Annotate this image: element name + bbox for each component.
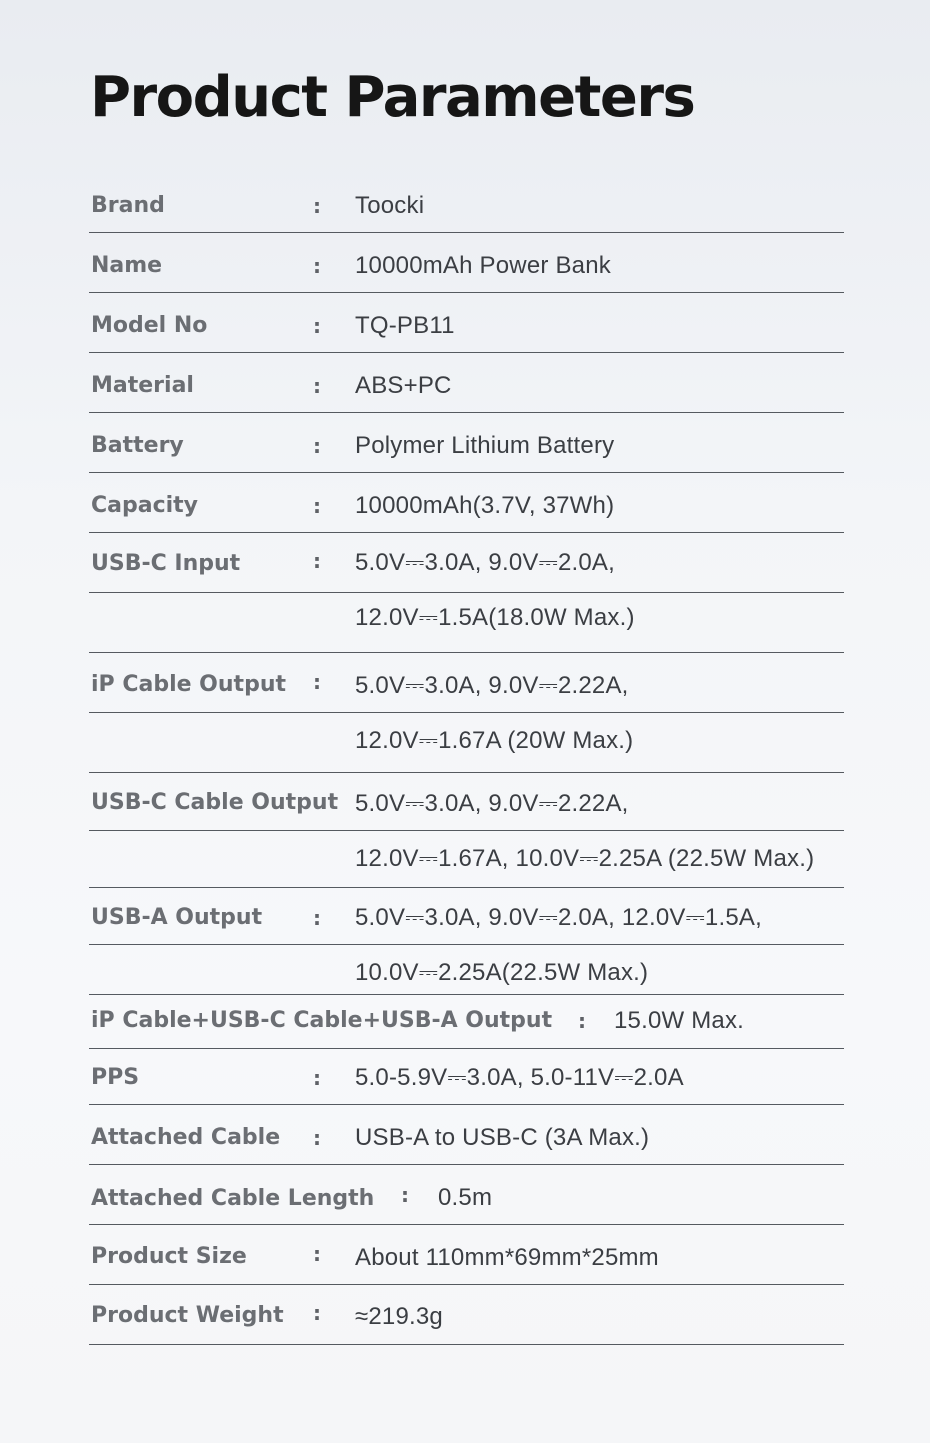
spec-label-usbc-input: USB-C Input <box>91 551 241 576</box>
spec-value-product-size: About 110mm*69mm*25mm <box>355 1244 659 1271</box>
spec-value-product-weight: ≈219.3g <box>355 1303 443 1330</box>
spec-label-attached-cable: Attached Cable <box>91 1125 281 1150</box>
spec-colon: : <box>313 1126 321 1150</box>
row-divider <box>89 652 844 653</box>
spec-value-ip-cable-output-line2: 12.0V⎓1.67A (20W Max.) <box>355 727 634 754</box>
spec-label-model-no: Model No <box>91 313 208 338</box>
row-divider <box>89 1104 844 1105</box>
spec-value-battery: Polymer Lithium Battery <box>355 432 615 459</box>
spec-value-ip-cable-output-line1: 5.0V⎓3.0A, 9.0V⎓2.22A, <box>355 672 629 699</box>
spec-value-brand: Toocki <box>355 192 425 219</box>
spec-value-usba-output-line2: 10.0V⎓2.25A(22.5W Max.) <box>355 959 649 986</box>
row-divider <box>89 1048 844 1049</box>
row-divider <box>89 944 844 945</box>
row-divider <box>89 232 844 233</box>
spec-label-combined-output: iP Cable+USB-C Cable+USB-A Output <box>91 1008 553 1033</box>
row-divider <box>89 592 844 593</box>
spec-value-model-no: TQ-PB11 <box>355 312 455 339</box>
spec-value-attached-cable: USB-A to USB-C (3A Max.) <box>355 1124 650 1151</box>
spec-colon: : <box>313 494 321 518</box>
row-divider <box>89 830 844 831</box>
row-divider <box>89 994 844 995</box>
spec-label-capacity: Capacity <box>91 493 199 518</box>
spec-label-usbc-cable-output: USB-C Cable Output <box>91 790 339 815</box>
spec-colon: : <box>313 434 321 458</box>
spec-label-brand: Brand <box>91 193 165 218</box>
spec-value-usbc-cable-output-line1: 5.0V⎓3.0A, 9.0V⎓2.22A, <box>355 790 629 817</box>
spec-value-capacity: 10000mAh(3.7V, 37Wh) <box>355 492 615 519</box>
spec-label-material: Material <box>91 373 194 398</box>
spec-value-usbc-input-line1: 5.0V⎓3.0A, 9.0V⎓2.0A, <box>355 549 615 576</box>
row-divider <box>89 1164 844 1165</box>
spec-value-usba-output-line1: 5.0V⎓3.0A, 9.0V⎓2.0A, 12.0V⎓1.5A, <box>355 904 762 931</box>
spec-colon: : <box>401 1183 409 1207</box>
row-divider <box>89 1344 844 1345</box>
spec-value-usbc-input-line2: 12.0V⎓1.5A(18.0W Max.) <box>355 604 635 631</box>
row-divider <box>89 712 844 713</box>
spec-colon: : <box>313 906 321 930</box>
spec-label-pps: PPS <box>91 1065 140 1090</box>
spec-value-material: ABS+PC <box>355 372 452 399</box>
spec-value-combined-output: 15.0W Max. <box>614 1007 745 1034</box>
row-divider <box>89 532 844 533</box>
spec-colon: : <box>313 374 321 398</box>
spec-label-usba-output: USB-A Output <box>91 905 263 930</box>
spec-label-product-size: Product Size <box>91 1244 247 1269</box>
spec-colon: : <box>313 1242 321 1266</box>
spec-colon: : <box>313 670 321 694</box>
spec-colon: : <box>313 1066 321 1090</box>
row-divider <box>89 412 844 413</box>
spec-colon: : <box>313 314 321 338</box>
spec-colon: : <box>313 549 321 573</box>
row-divider <box>89 887 844 888</box>
spec-label-ip-cable-output: iP Cable Output <box>91 672 286 697</box>
spec-label-product-weight: Product Weight <box>91 1303 284 1328</box>
spec-colon: : <box>578 1009 586 1033</box>
row-divider <box>89 292 844 293</box>
spec-colon: : <box>313 1301 321 1325</box>
spec-colon: : <box>313 194 321 218</box>
spec-value-usbc-cable-output-line2: 12.0V⎓1.67A, 10.0V⎓2.25A (22.5W Max.) <box>355 845 815 872</box>
spec-value-pps: 5.0-5.9V⎓3.0A, 5.0-11V⎓2.0A <box>355 1064 684 1091</box>
spec-colon: : <box>313 254 321 278</box>
spec-label-attached-cable-length: Attached Cable Length <box>91 1186 375 1211</box>
row-divider <box>89 772 844 773</box>
spec-value-attached-cable-length: 0.5m <box>438 1184 493 1211</box>
spec-value-name: 10000mAh Power Bank <box>355 252 611 279</box>
page-title: Product Parameters <box>90 65 695 130</box>
spec-label-name: Name <box>91 253 163 278</box>
row-divider <box>89 472 844 473</box>
spec-label-battery: Battery <box>91 433 184 458</box>
row-divider <box>89 1284 844 1285</box>
row-divider <box>89 352 844 353</box>
row-divider <box>89 1224 844 1225</box>
